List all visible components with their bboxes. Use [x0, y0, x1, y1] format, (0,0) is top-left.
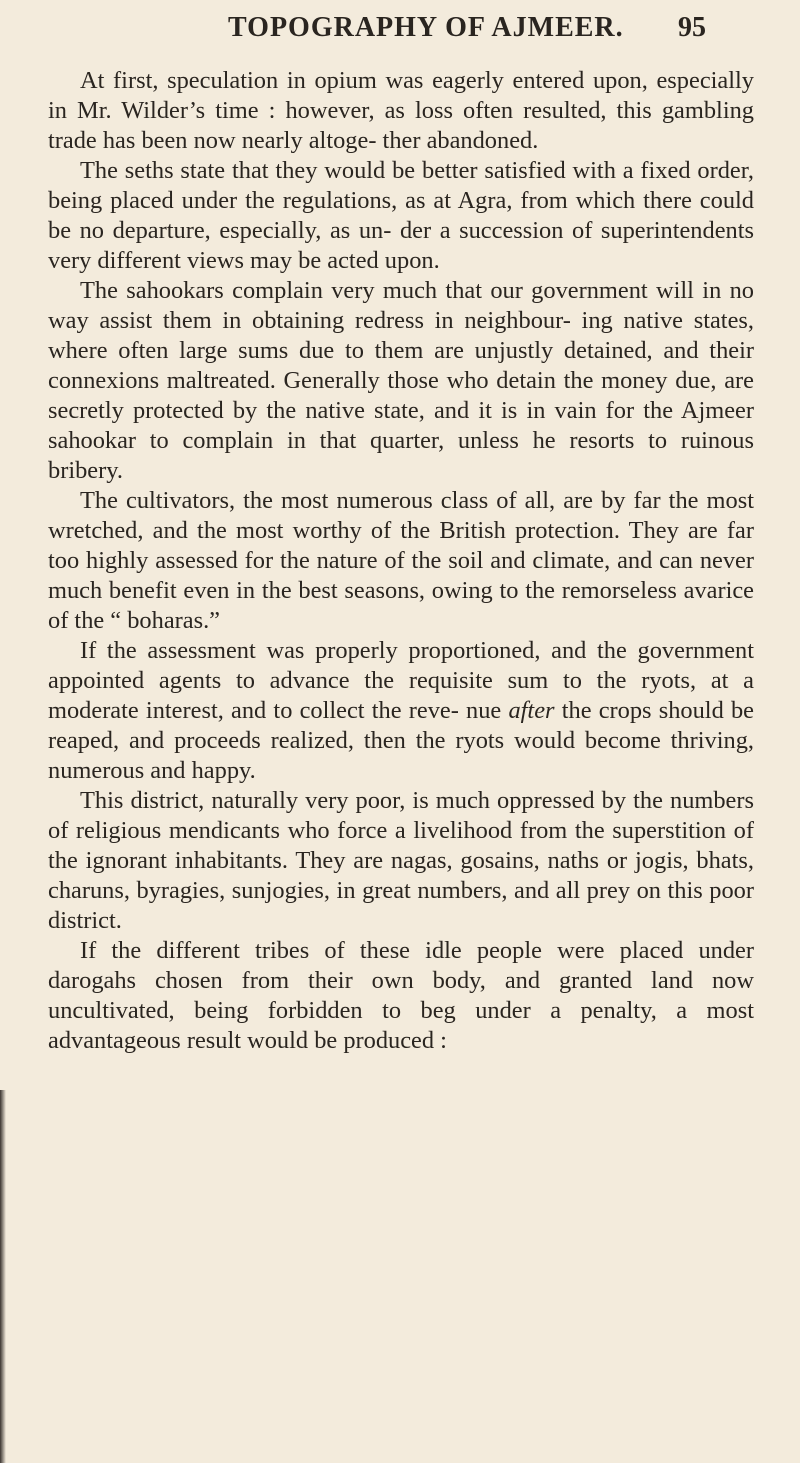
paragraph-text: The seths state that they would be better satisfied with a fixed order, being placed under the regulations, as at Agra, from which there could be no departure, especially, as un- der a succession of superintendents very different views may be acted upon. — [48, 157, 754, 274]
paragraph-text: At first, speculation in opium was eagerly entered upon, especially in Mr. Wilder’s time : however, as loss often resulted, this gambling trade has been now nearly altoge- ther abandoned. — [48, 67, 754, 154]
paragraph — [48, 276, 754, 486]
paragraph-text: This district, naturally very poor, is much oppressed by the numbers of religious mendicants who force a livelihood from the superstition of the ignorant inhabitants. They are nagas, gosains, naths or jogis, bhats, charuns, byragies, sunjogies, in great numbers, and all prey on this poor district. — [48, 787, 754, 934]
page-number: 95 — [678, 12, 706, 43]
paragraph — [48, 786, 754, 936]
page-edge-shadow — [0, 1090, 6, 1463]
paragraph — [48, 66, 754, 156]
body-text — [48, 66, 754, 1056]
paragraph — [48, 936, 754, 1056]
running-head — [0, 12, 800, 52]
paragraph — [48, 486, 754, 636]
paragraph — [48, 636, 754, 786]
running-title: TOPOGRAPHY OF AJMEER. — [228, 12, 624, 43]
italic-text: after — [508, 697, 555, 724]
paragraph-text: the crops should be reaped, and proceeds realized, then the ryots would become thriving, numerous and happy. — [48, 697, 754, 784]
paragraph-text: The sahookars complain very much that our government will in no way assist them in obtaining redress in neighbour- ing native states, where often large sums due to them are unjustly detained, and their connexions maltreated. Generally those who detain the money due, are secretly protected by the native state, and it is in vain for the Ajmeer sahookar to complain in that quarter, unless he resorts to ruinous bribery. — [48, 277, 754, 484]
paragraph-text: If the different tribes of these idle people were placed under darogahs chosen from their own body, and granted land now uncultivated, being forbidden to beg under a penalty, a most advantageous result would be produced : — [48, 937, 754, 1054]
paragraph-text: The cultivators, the most numerous class of all, are by far the most wretched, and the most worthy of the British protection. They are far too highly assessed for the nature of the soil and climate, and can never much benefit even in the best seasons, owing to the remorseless avarice of the “ boharas.” — [48, 487, 754, 634]
paragraph — [48, 156, 754, 276]
paragraph-text: If the assessment was properly proportioned, and the government appointed agents to advance the requisite sum to the ryots, at a moderate interest, and to collect the reve- nue — [48, 637, 754, 724]
